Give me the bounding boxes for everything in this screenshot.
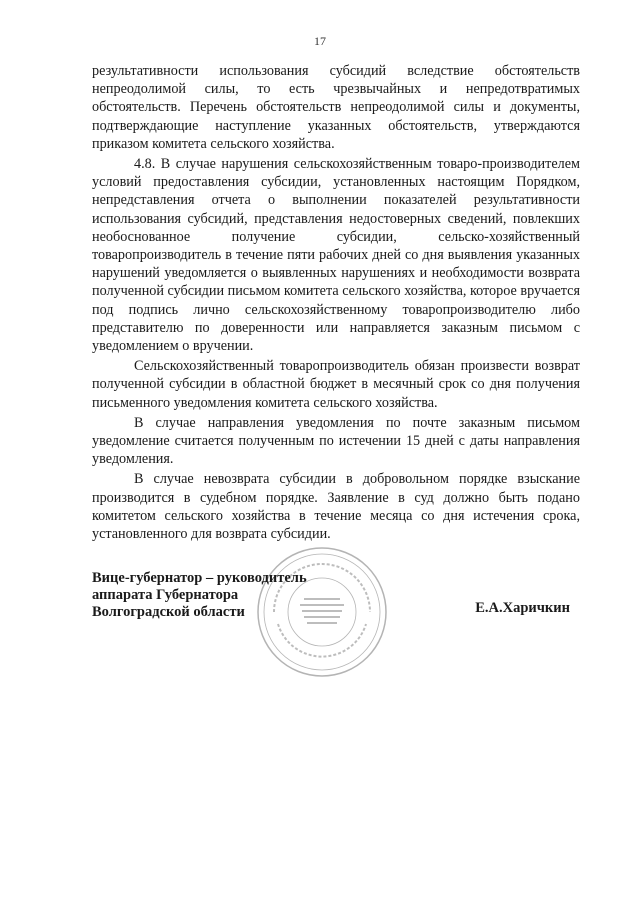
document-body [92, 62, 580, 543]
paragraph-clause-4-8: 4.8. В случае нарушения сельскохозяйственным товаро-производителем условий предоставления субсидии, установленных настоящим Порядком, непредставления отчета о выполнении показателей результативности использования субсидий, представления недостоверных сведений, повлекших необоснованное получение субсидии, сельско-хозяйственный товаропроизводитель в течение пяти рабочих дней со дня выявления указанных нарушений уведомляется о выявленных нарушениях и необходимости возврата полученной субсидии письмом комитета сельского хозяйства, которое вручается под подпись лично сельскохозяйственному товаропроизводителю либо представителю по доверенности или направляется заказным письмом с уведомлением о вручении. [92, 156, 580, 355]
paragraph-continuation: результативности использования субсидий вследствие обстоятельств непреодолимой силы, то есть чрезвычайных и непредотвратимых обстоятельств. Перечень обстоятельств непреодолимой силы и документы, подтверждающие наступление указанных обстоятельств, утверждаются приказом комитета сельского хозяйства. [92, 63, 580, 152]
paragraph-notification-receipt: В случае направления уведомления по почте заказным письмом уведомление считается полученным по истечении 15 дней с даты направления уведомления. [92, 414, 580, 468]
signer-title-line: аппарата Губернатора [92, 587, 239, 603]
signer-name: Е.А.Харичкин [475, 600, 570, 616]
signer-title [92, 570, 307, 621]
signer-title-line: Вице-губернатор – руководитель [92, 570, 307, 586]
signature-block [92, 570, 582, 660]
paragraph-refund-obligation: Сельскохозяйственный товаропроизводитель обязан произвести возврат полученной субсидии в областной бюджет в месячный срок со дня получения письменного уведомления комитета сельского хозяйства. [92, 358, 580, 411]
page-number: 17 [314, 34, 326, 48]
signer-title-line: Волгоградской области [92, 604, 245, 620]
paragraph-court-recovery: В случае невозврата субсидии в добровольном порядке взыскание производится в судебном порядке. Заявление в суд должно быть подано комитетом сельского хозяйства в течение месяца со дня истечения срока, установленного для возврата субсидии. [92, 471, 580, 543]
